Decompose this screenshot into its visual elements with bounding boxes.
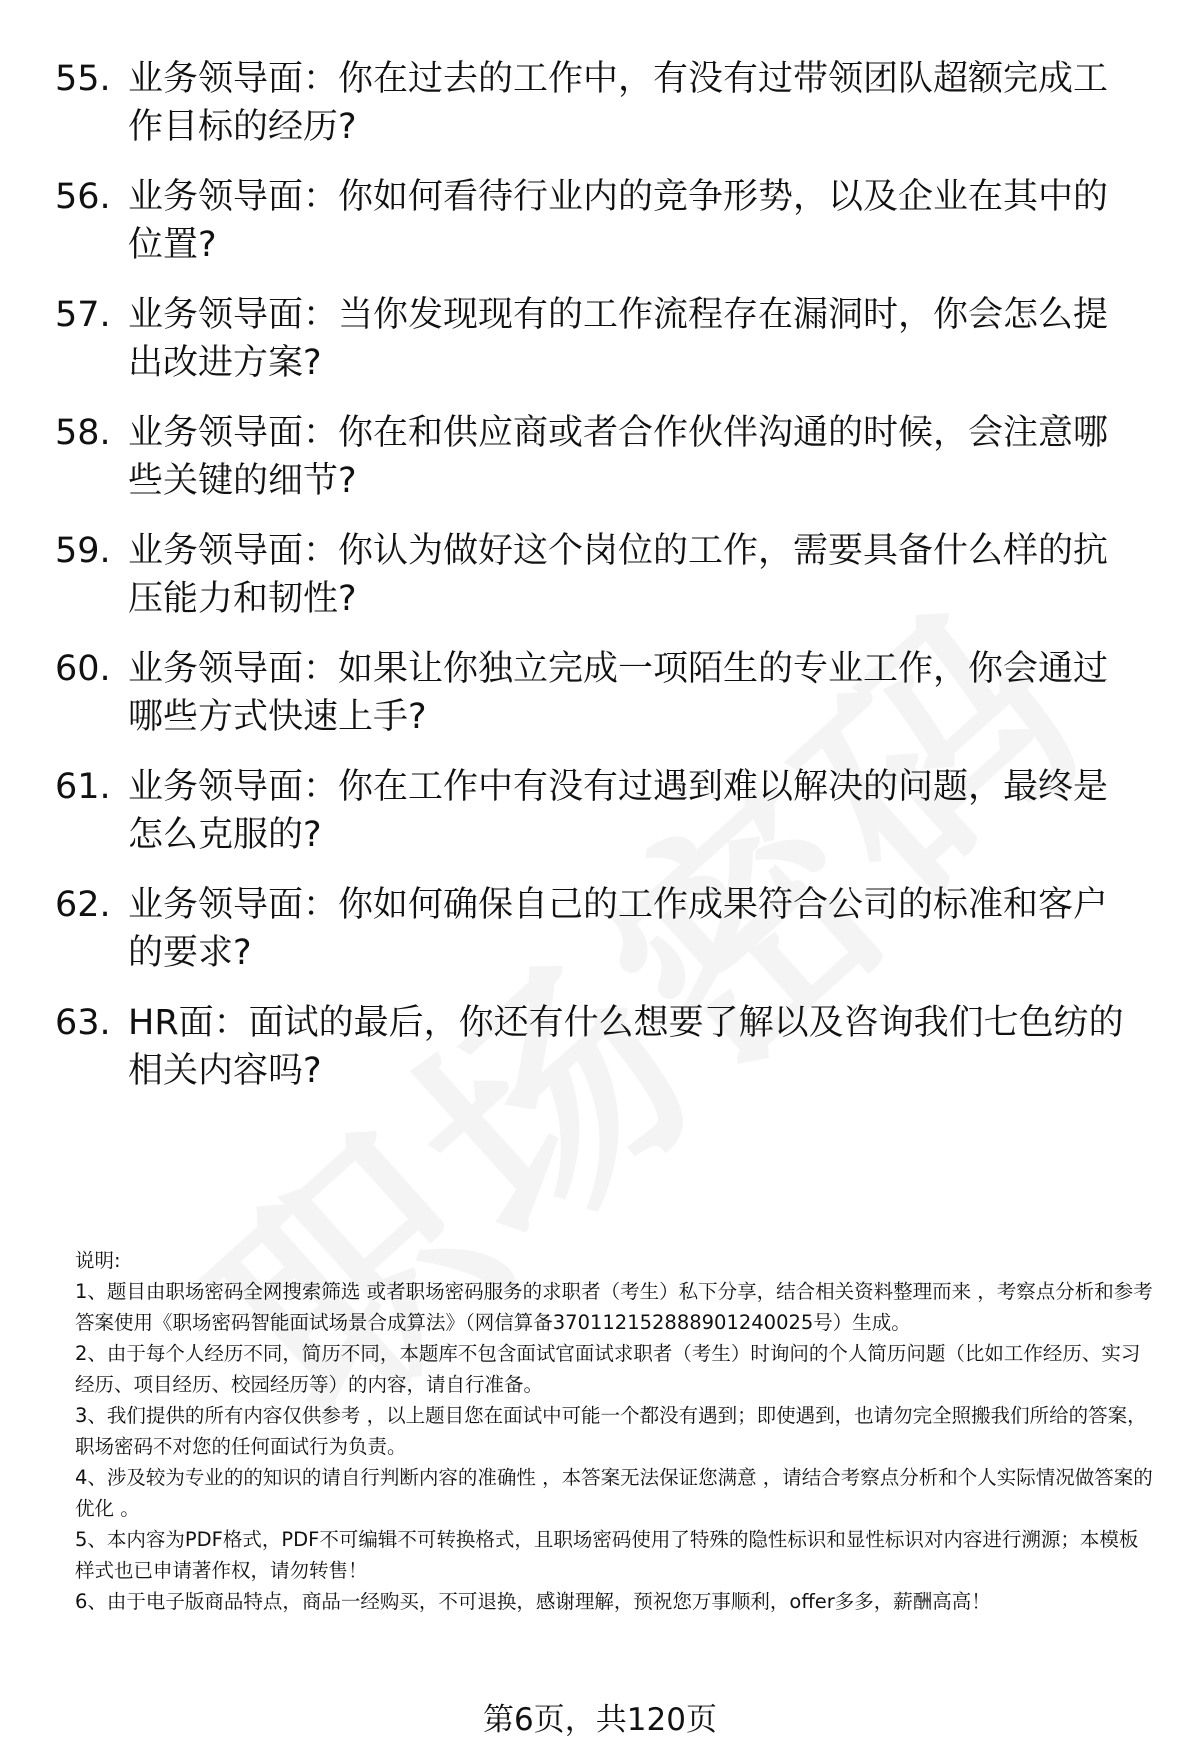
note-item: 1、题目由职场密码全网搜索筛选 或者职场密码服务的求职者（考生）私下分享，结合相关资料整理而来 ，考察点分析和参考答案使用《职场密码智能面试场景合成算法》（网信算备370112152888901240025号）生成。 [75,1280,1153,1334]
note-item: 3、我们提供的所有内容仅供参考 ，以上题目您在面试中可能一个都没有遇到；即使遇到，也请勿完全照搬我们所给的答案，职场密码不对您的任何面试行为负责。 [75,1404,1147,1458]
note-item: 2、由于每个人经历不同，简历不同，本题库不包含面试官面试求职者（考生）时询问的个人简历问题（比如工作经历、实习经历、项目经历、校园经历等）的内容，请自行准备。 [75,1342,1141,1396]
question-number: 58. [55,413,111,453]
question-text: 业务领导面：你在过去的工作中，有没有过带领团队超额完成工作目标的经历? [128,59,1109,147]
question-number: 62. [55,885,111,925]
question-item [0,881,1200,981]
page-number: 第6页，共120页 [483,1702,717,1738]
question-text: 业务领导面：你如何看待行业内的竞争形势，以及企业在其中的位置? [128,177,1109,265]
page-footer [0,1700,1200,1740]
question-text: 业务领导面：当你发现现有的工作流程存在漏洞时，你会怎么提出改进方案? [128,295,1109,383]
question-item [0,527,1200,627]
question-text: 业务领导面：如果让你独立完成一项陌生的专业工作，你会通过哪些方式快速上手? [128,649,1109,737]
question-number: 63. [55,1003,111,1043]
question-number: 56. [55,177,111,217]
question-item [0,645,1200,745]
question-item [0,173,1200,273]
note-item: 4、涉及较为专业的的知识的请自行判断内容的准确性 ，本答案无法保证您满意 ，请结合考察点分析和个人实际情况做答案的优化 。 [75,1466,1153,1520]
question-text: HR面：面试的最后，你还有什么想要了解以及咨询我们七色纺的相关内容吗? [128,1003,1124,1091]
question-text: 业务领导面：你如何确保自己的工作成果符合公司的标准和客户的要求? [128,885,1109,973]
question-number: 57. [55,295,111,335]
question-item [0,409,1200,509]
question-number: 59. [55,531,111,571]
question-text: 业务领导面：你在工作中有没有过遇到难以解决的问题，最终是怎么克服的? [128,767,1109,855]
note-item: 6、由于电子版商品特点，商品一经购买，不可退换，感谢理解，预祝您万事顺利，offer多多，薪酬高高！ [75,1590,991,1613]
question-number: 55. [55,59,111,99]
question-item [0,999,1200,1099]
question-text: 业务领导面：你认为做好这个岗位的工作，需要具备什么样的抗压能力和韧性? [128,531,1109,619]
question-text: 业务领导面：你在和供应商或者合作伙伴沟通的时候，会注意哪些关键的细节? [128,413,1109,501]
note-item: 5、本内容为PDF格式，PDF不可编辑不可转换格式，且职场密码使用了特殊的隐性标识和显性标识对内容进行溯源；本模板样式也已申请著作权，请勿转售！ [75,1528,1139,1582]
notes-section [75,1245,1155,1617]
question-item [0,763,1200,863]
notes-heading: 说明: [75,1249,121,1272]
question-item [0,291,1200,391]
question-number: 60. [55,649,111,689]
question-item [0,55,1200,155]
question-number: 61. [55,767,111,807]
